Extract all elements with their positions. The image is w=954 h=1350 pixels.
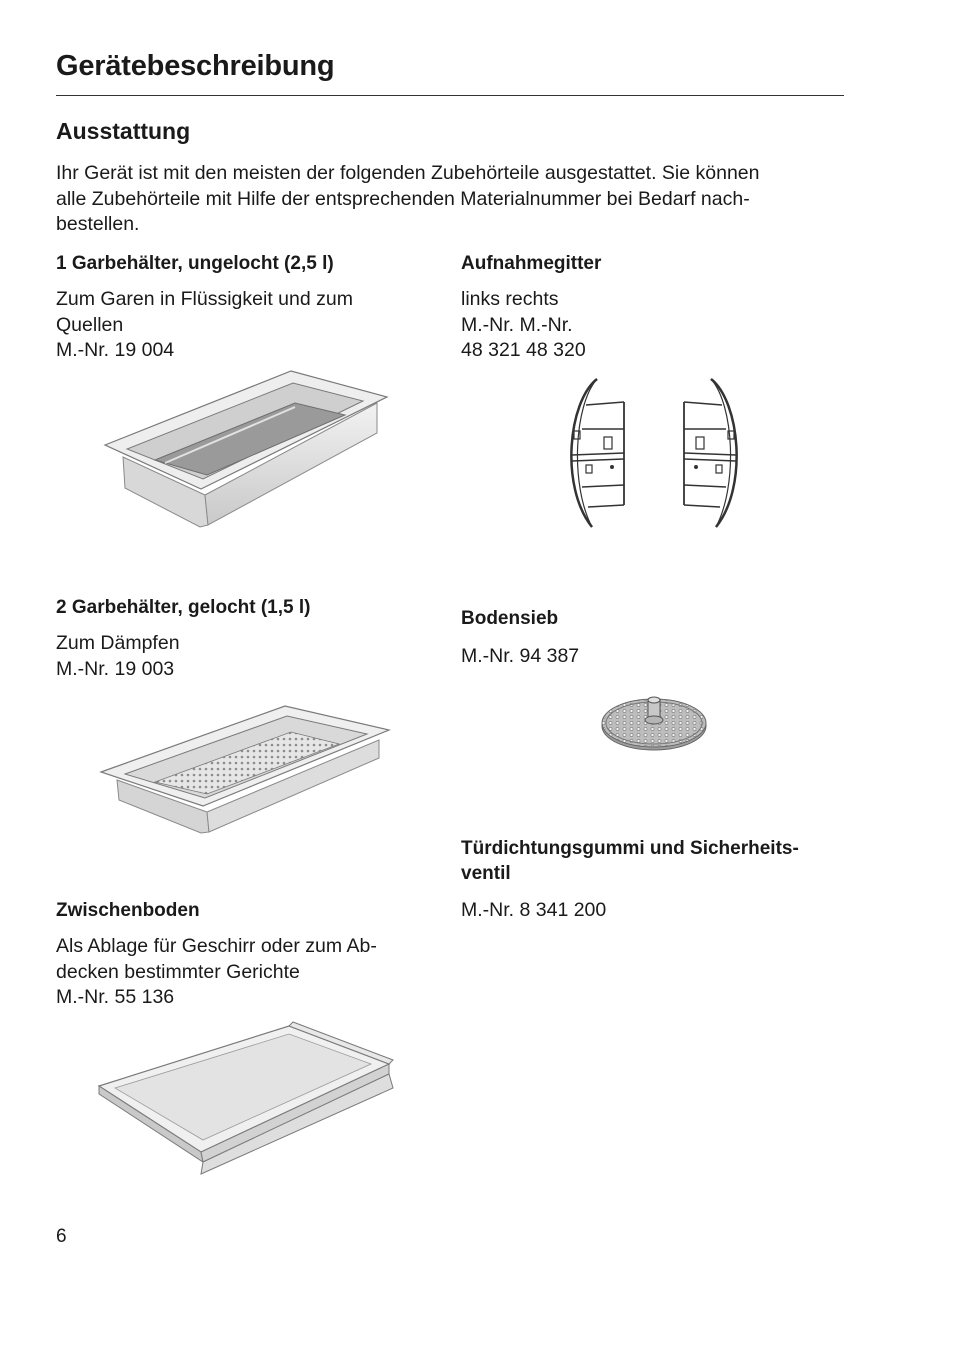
item-text-line: Quellen — [56, 313, 124, 336]
page-number: 6 — [56, 1226, 67, 1247]
perforated-container-illustration — [95, 700, 395, 835]
title-divider — [56, 95, 844, 96]
item-part-number: M.-Nr. 94 387 — [461, 645, 580, 667]
item-part-number: 48 321 48 320 — [461, 339, 586, 361]
item-part-number: M.-Nr. 19 003 — [56, 657, 175, 680]
item-description — [461, 287, 601, 364]
item-title-line: Türdichtungsgummi und Sicherheits- — [461, 838, 799, 859]
item-part-number: M.-Nr. 19 004 — [56, 339, 175, 361]
item-part-number: M.-Nr. 55 136 — [56, 986, 175, 1008]
section-title: Ausstattung — [56, 118, 191, 144]
item-title: Zwischenboden — [56, 900, 200, 921]
intro-paragraph — [56, 161, 846, 238]
solid-container-illustration — [95, 365, 395, 530]
intro-line: alle Zubehörteile mit Hilfe der entsprechenden Materialnummer bei Bedarf nach- — [56, 187, 750, 210]
item-text-line: Zum Dämpfen — [56, 632, 180, 654]
item-title: Aufnahmegitter — [461, 253, 602, 274]
item-bodensieb — [461, 606, 579, 670]
item-tuerdichtung — [461, 836, 799, 924]
item-zwischenboden — [56, 898, 377, 1011]
left-rack-illustration — [562, 377, 632, 529]
right-rack-illustration — [676, 377, 746, 529]
item-title: Bodensieb — [461, 608, 559, 629]
item-title — [461, 836, 799, 886]
intro-line: bestellen. — [56, 213, 140, 235]
item-garbehaelter-ungelocht — [56, 251, 353, 364]
item-title-line: ventil — [461, 863, 511, 884]
item-aufnahmegitter — [461, 251, 601, 364]
item-description — [56, 934, 377, 1011]
item-part-number: M.-Nr. 8 341 200 — [461, 899, 607, 921]
item-description — [461, 898, 799, 924]
item-description — [56, 287, 353, 364]
bottom-sieve-illustration — [600, 684, 710, 752]
item-text-line: links rechts — [461, 288, 559, 310]
item-description — [56, 631, 310, 682]
item-text-line: decken bestimmter Gerichte — [56, 960, 300, 983]
item-text-line: Zum Garen in Flüssigkeit und zum — [56, 288, 353, 310]
page-title: Gerätebeschreibung — [56, 50, 335, 82]
item-text-line: Als Ablage für Geschirr oder zum Ab- — [56, 935, 377, 957]
item-title: 2 Garbehälter, gelocht (1,5 l) — [56, 597, 311, 618]
intro-line: Ihr Gerät ist mit den meisten der folgenden Zubehörteile ausgestattet. Sie können — [56, 162, 760, 184]
intermediate-tray-illustration — [93, 1022, 401, 1177]
item-description — [461, 644, 579, 670]
item-garbehaelter-gelocht — [56, 595, 310, 682]
item-text-line: M.-Nr. M.-Nr. — [461, 313, 573, 336]
item-title: 1 Garbehälter, ungelocht (2,5 l) — [56, 253, 334, 274]
